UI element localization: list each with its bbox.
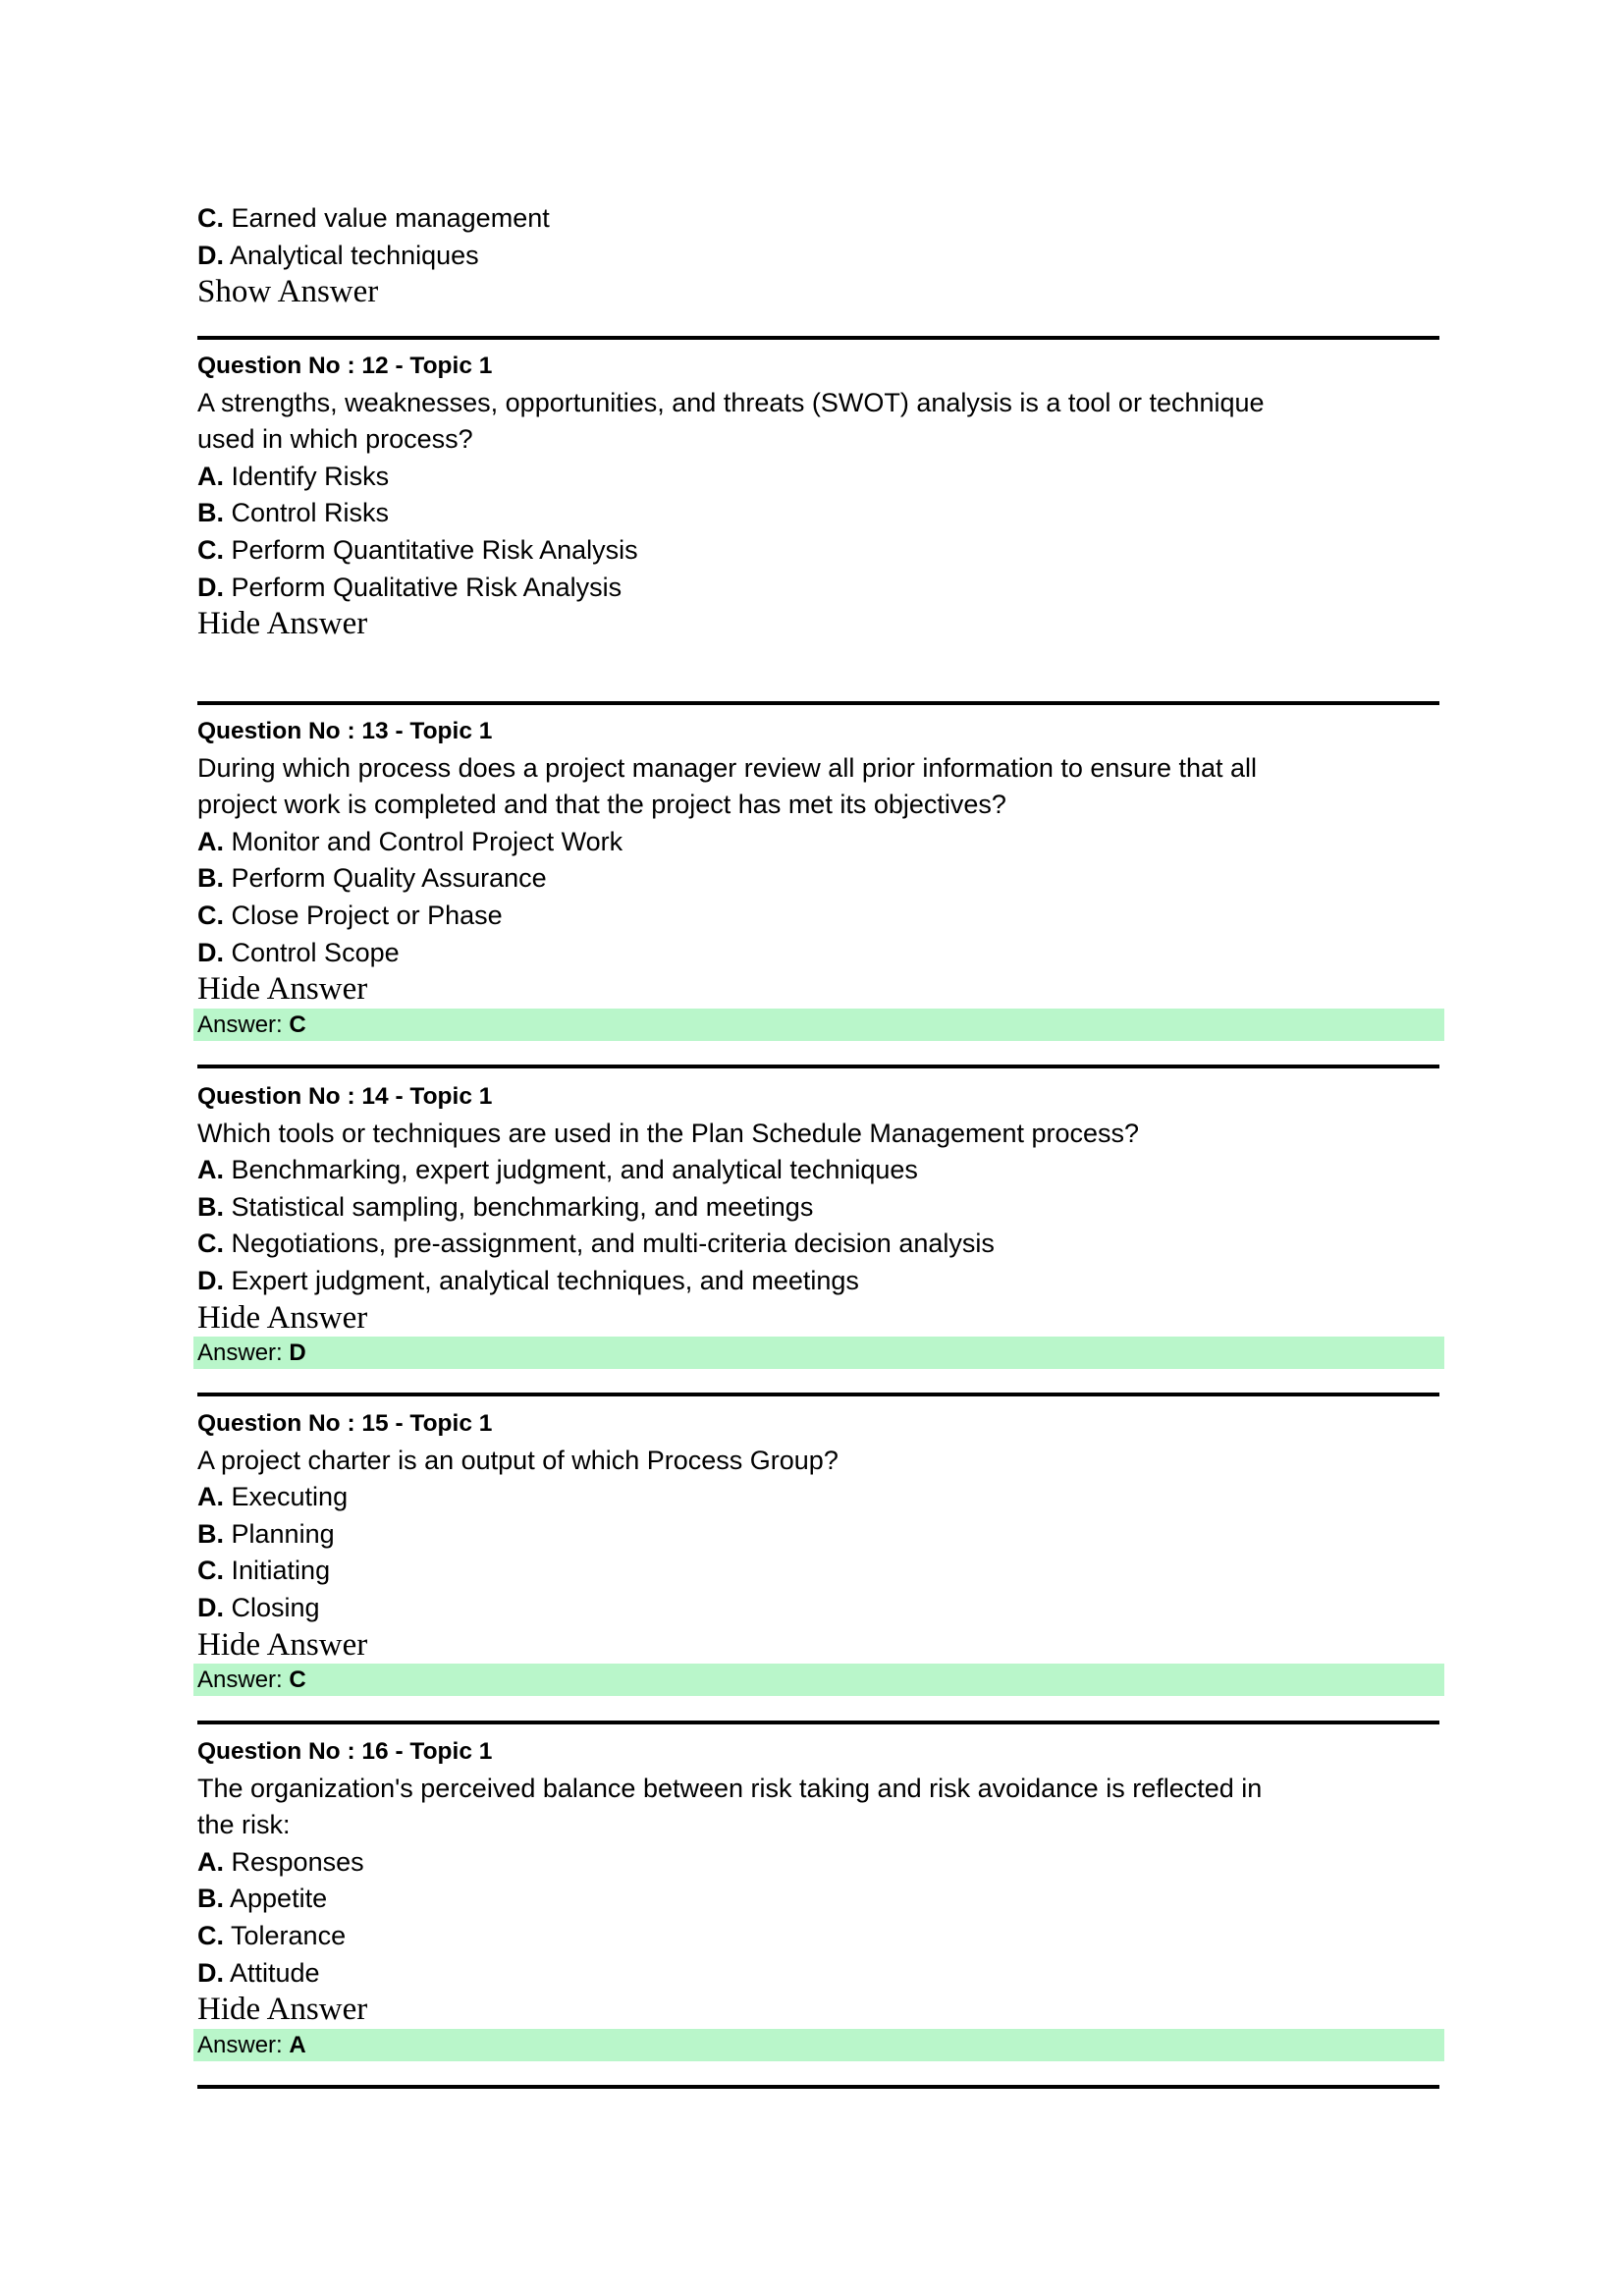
question-header: Question No : 16 - Topic 1 <box>197 1738 493 1765</box>
answer-option <box>197 1189 1444 1227</box>
option-text: Negotiations, pre-assignment, and multi-criteria decision analysis <box>231 1229 995 1259</box>
option-d: D. Analytical techniques <box>197 240 479 270</box>
question-header: Question No : 14 - Topic 1 <box>197 1083 493 1110</box>
option-text: Planning <box>231 1518 335 1549</box>
answer-label: Answer: <box>197 2031 290 2058</box>
option-letter: C. <box>197 900 224 930</box>
option-text: Identify Risks <box>231 461 390 491</box>
answer-box <box>193 1664 1444 1696</box>
hide-answer-link[interactable]: Hide Answer <box>197 606 368 642</box>
option-letter: D. <box>197 1957 224 1988</box>
option-letter: C. <box>197 1556 224 1586</box>
answer-option <box>197 1590 1444 1627</box>
answer-option <box>197 1479 1444 1516</box>
divider <box>197 1721 1439 1724</box>
option-text: Responses <box>231 1846 364 1877</box>
option-letter: A. <box>197 1846 224 1877</box>
answer-option <box>197 459 1444 496</box>
divider <box>197 701 1439 705</box>
option-text: Close Project or Phase <box>231 900 503 930</box>
answer-label: Answer: <box>197 1339 290 1367</box>
answer-option <box>197 1918 1444 1955</box>
question-block <box>197 1733 1444 2061</box>
option-letter: C. <box>197 1229 224 1259</box>
question-header: Question No : 13 - Topic 1 <box>197 718 493 744</box>
option-letter: D. <box>197 572 224 602</box>
answer-option <box>197 824 1444 861</box>
answer-option <box>197 532 1444 570</box>
option-text: Statistical sampling, benchmarking, and meetings <box>231 1191 814 1222</box>
option-letter: B. <box>197 498 224 528</box>
answer-option <box>197 1553 1444 1590</box>
divider <box>197 1393 1439 1396</box>
answer-option <box>197 1263 1444 1300</box>
partial-question <box>197 200 1444 311</box>
option-text: Monitor and Control Project Work <box>231 826 623 856</box>
option-letter: A. <box>197 1155 224 1185</box>
answer-option <box>197 860 1444 898</box>
answer-option <box>197 570 1444 607</box>
option-text: Appetite <box>230 1884 328 1914</box>
divider <box>197 336 1439 340</box>
option-text: Executing <box>231 1482 349 1512</box>
option-letter: B. <box>197 1518 224 1549</box>
option-letter: B. <box>197 863 224 894</box>
question-text: During which process does a project manager review all prior information to ensure that all <box>197 752 1258 783</box>
option-text: Benchmarking, expert judgment, and analytical techniques <box>231 1155 918 1185</box>
hide-answer-link[interactable]: Hide Answer <box>197 1992 368 2028</box>
question-text: the risk: <box>197 1810 291 1840</box>
question-text: used in which process? <box>197 424 473 455</box>
question-block <box>197 348 1444 643</box>
question-text: The organization's perceived balance between risk taking and risk avoidance is reflected in <box>197 1773 1263 1803</box>
option-letter: C. <box>197 534 224 565</box>
option-text: Control Scope <box>231 937 400 967</box>
option-text: Initiating <box>231 1556 331 1586</box>
option-letter: B. <box>197 1191 224 1222</box>
option-text: Perform Quantitative Risk Analysis <box>231 534 638 565</box>
option-text: Attitude <box>230 1957 320 1988</box>
answer-option <box>197 1152 1444 1189</box>
option-letter: C. <box>197 1920 224 1950</box>
answer-option <box>197 1881 1444 1918</box>
option-text: Closing <box>231 1592 320 1622</box>
question-text: A strengths, weaknesses, opportunities, and threats (SWOT) analysis is a tool or technique <box>197 387 1265 417</box>
answer-value: A <box>289 2031 306 2058</box>
question-block <box>197 713 1444 1041</box>
answer-value: C <box>289 1011 306 1038</box>
option-letter: D. <box>197 1265 224 1295</box>
answer-label: Answer: <box>197 1667 290 1694</box>
divider <box>197 2085 1439 2089</box>
answer-value: D <box>289 1339 306 1367</box>
answer-value: C <box>289 1667 306 1694</box>
question-header: Question No : 12 - Topic 1 <box>197 353 493 379</box>
answer-option <box>197 1844 1444 1882</box>
question-block <box>197 1405 1444 1696</box>
answer-box <box>193 2029 1444 2061</box>
option-c: C. Earned value management <box>197 203 550 233</box>
hide-answer-link[interactable]: Hide Answer <box>197 1299 368 1336</box>
option-letter: A. <box>197 826 224 856</box>
hide-answer-link[interactable]: Hide Answer <box>197 1626 368 1663</box>
answer-box <box>193 1009 1444 1041</box>
divider <box>197 1065 1439 1068</box>
answer-option <box>197 935 1444 972</box>
question-block <box>197 1078 1444 1369</box>
option-text: Expert judgment, analytical techniques, and meetings <box>231 1265 859 1295</box>
question-header: Question No : 15 - Topic 1 <box>197 1410 493 1437</box>
option-letter: A. <box>197 1482 224 1512</box>
option-letter: A. <box>197 461 224 491</box>
question-text: Which tools or techniques are used in the Plan Schedule Management process? <box>197 1118 1140 1148</box>
option-text: Perform Qualitative Risk Analysis <box>231 572 623 602</box>
option-text: Perform Quality Assurance <box>231 863 547 894</box>
answer-label: Answer: <box>197 1011 290 1038</box>
show-answer-link[interactable]: Show Answer <box>197 274 379 310</box>
answer-option <box>197 898 1444 935</box>
answer-option <box>197 1516 1444 1554</box>
option-letter: B. <box>197 1884 224 1914</box>
option-letter: D. <box>197 1592 224 1622</box>
answer-option <box>197 1955 1444 1993</box>
answer-option <box>197 495 1444 532</box>
option-letter: D. <box>197 937 224 967</box>
option-text: Control Risks <box>231 498 390 528</box>
answer-option <box>197 1226 1444 1263</box>
question-text: A project charter is an output of which Process Group? <box>197 1445 839 1475</box>
question-text: project work is completed and that the project has met its objectives? <box>197 790 1006 820</box>
answer-box <box>193 1337 1444 1369</box>
option-text: Tolerance <box>231 1920 347 1950</box>
hide-answer-link[interactable]: Hide Answer <box>197 971 368 1008</box>
